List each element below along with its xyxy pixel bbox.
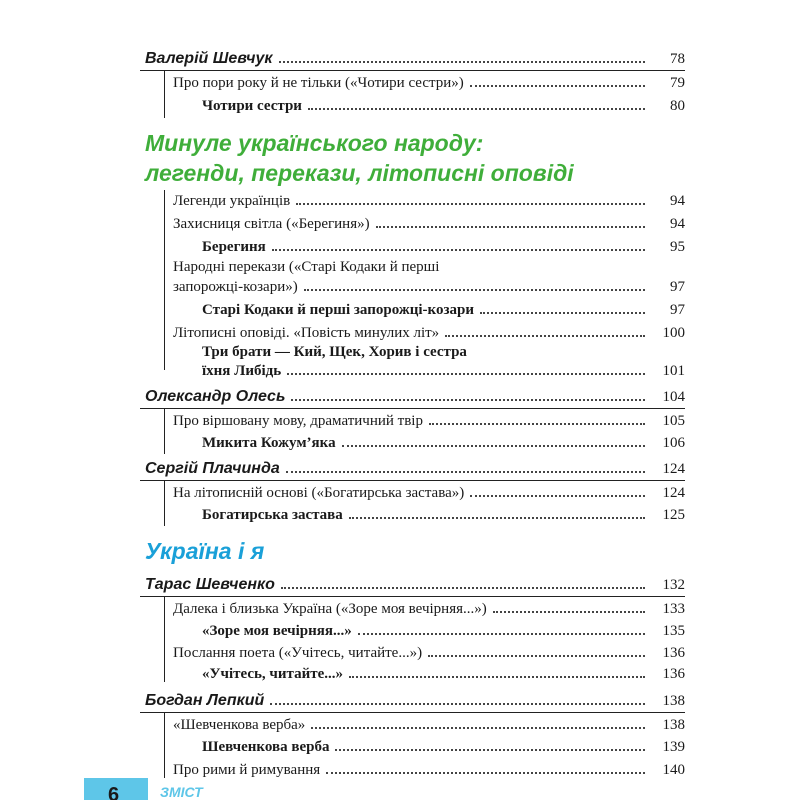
- footer-section-label: ЗМІСТ: [160, 784, 203, 800]
- toc-topic-entry[interactable]: [173, 596, 685, 618]
- work-title: Шевченкова верба: [202, 739, 330, 755]
- toc-topic-entry[interactable]: [173, 188, 685, 210]
- dot-leader: [376, 226, 645, 228]
- page-number: 94: [670, 216, 685, 232]
- topic-title-line: Народні перекази («Старі Кодаки й перші: [173, 259, 440, 275]
- page-number: 104: [662, 389, 685, 405]
- dot-leader: [342, 445, 645, 447]
- page-number: 94: [670, 193, 685, 209]
- toc-topic-entry[interactable]: [173, 712, 685, 734]
- dot-leader: [270, 703, 645, 705]
- author-name: Валерій Шевчук: [145, 50, 273, 67]
- dot-leader: [470, 85, 645, 87]
- topic-title: Про пори року й не тільки («Чотири сестри»): [173, 75, 464, 91]
- page-number: 136: [662, 645, 685, 661]
- toc-author-entry[interactable]: [145, 572, 685, 594]
- toc-work-entry[interactable]: [202, 297, 685, 319]
- dot-leader: [349, 676, 645, 678]
- topic-bracket: [164, 596, 165, 682]
- dot-leader: [304, 289, 645, 291]
- section-title-line: Україна і я: [145, 538, 265, 564]
- toc-work-entry[interactable]: [202, 358, 685, 380]
- topic-title: На літописній основі («Богатирська застава»): [173, 485, 465, 501]
- page-number: 136: [662, 666, 685, 682]
- dot-leader: [326, 772, 645, 774]
- work-title-line: Три брати — Кий, Щек, Хорив і сестра: [202, 344, 467, 360]
- toc-work-entry[interactable]: [202, 661, 685, 683]
- topic-bracket: [164, 408, 165, 454]
- toc-work-entry[interactable]: [202, 430, 685, 452]
- toc-topic-entry[interactable]: [173, 408, 685, 430]
- toc-work-entry[interactable]: [202, 502, 685, 524]
- page-number: 135: [662, 623, 685, 639]
- topic-bracket: [164, 712, 165, 778]
- toc-topic-entry[interactable]: [173, 757, 685, 779]
- toc-work-entry[interactable]: [202, 734, 685, 756]
- dot-leader: [429, 423, 645, 425]
- page-number: 101: [662, 363, 685, 379]
- dot-leader: [349, 517, 645, 519]
- toc-topic-entry[interactable]: [173, 320, 685, 342]
- page-number: 124: [662, 461, 685, 477]
- page-number: 125: [662, 507, 685, 523]
- section-title: [145, 536, 264, 566]
- toc-topic-entry[interactable]: [173, 480, 685, 502]
- dot-leader: [291, 399, 645, 401]
- author-name: Тарас Шевченко: [145, 576, 275, 593]
- page-number: 80: [670, 98, 685, 114]
- work-title: Микита Кожум’яка: [202, 435, 336, 451]
- footer-page-number: 6: [108, 784, 120, 800]
- toc-author-entry[interactable]: [145, 688, 685, 710]
- toc-author-entry[interactable]: [145, 384, 685, 406]
- work-title: Чотири сестри: [202, 98, 302, 114]
- page-number: 105: [662, 413, 685, 429]
- page-number: 138: [662, 717, 685, 733]
- dot-leader: [296, 203, 645, 205]
- author-name: Сергій Плачинда: [145, 460, 280, 477]
- page-number: 124: [662, 485, 685, 501]
- author-name: Богдан Лепкий: [145, 692, 265, 709]
- toc-topic-entry[interactable]: [173, 640, 685, 662]
- page-number: 97: [670, 279, 685, 295]
- toc-topic-entry[interactable]: [173, 274, 685, 296]
- page-number: 106: [662, 435, 685, 451]
- dot-leader: [480, 312, 645, 314]
- work-title: Богатирська застава: [202, 507, 343, 523]
- dot-leader: [279, 61, 646, 63]
- dot-leader: [308, 108, 645, 110]
- dot-leader: [287, 373, 645, 375]
- work-title: їхня Либідь: [202, 363, 282, 379]
- section-title-line: Минуле українського народу:: [145, 130, 484, 156]
- page-number: 95: [670, 239, 685, 255]
- dot-leader: [358, 633, 645, 635]
- topic-title: Далека і близька Україна («Зоре моя вечірняя...»): [173, 601, 487, 617]
- page-number: 132: [662, 577, 685, 593]
- dot-leader: [445, 335, 645, 337]
- topic-title: Про рими й римування: [173, 762, 321, 778]
- dot-leader: [281, 587, 645, 589]
- page-number: 97: [670, 302, 685, 318]
- toc-author-entry[interactable]: [145, 456, 685, 478]
- page-number: 133: [662, 601, 685, 617]
- toc-work-entry[interactable]: [202, 234, 685, 256]
- work-title: Старі Кодаки й перші запорожці-козари: [202, 302, 474, 318]
- topic-title: Про віршовану мову, драматичний твір: [173, 413, 423, 429]
- page-number: 79: [670, 75, 685, 91]
- page-number: 140: [662, 762, 685, 778]
- topic-bracket: [164, 480, 165, 526]
- dot-leader: [428, 655, 645, 657]
- dot-leader: [311, 727, 645, 729]
- work-title: Берегиня: [202, 239, 266, 255]
- topic-title: Літописні оповіді. «Повість минулих літ»: [173, 325, 440, 341]
- dot-leader: [470, 495, 645, 497]
- dot-leader: [286, 471, 645, 473]
- toc-topic-entry[interactable]: [173, 70, 685, 92]
- work-title: «Зоре моя вечірняя...»: [202, 623, 352, 639]
- author-name: Олександр Олесь: [145, 388, 286, 405]
- toc-work-entry[interactable]: [202, 618, 685, 640]
- page-number: 138: [662, 693, 685, 709]
- topic-title: Захисниця світла («Берегиня»): [173, 216, 370, 232]
- dot-leader: [493, 611, 645, 613]
- work-title: «Учітесь, читайте...»: [202, 666, 344, 682]
- toc-author-entry[interactable]: [145, 46, 685, 68]
- page-number: 78: [670, 51, 685, 67]
- dot-leader: [335, 749, 645, 751]
- topic-bracket: [164, 70, 165, 118]
- topic-title: «Шевченкова верба»: [173, 717, 306, 733]
- section-title: [145, 128, 574, 188]
- page-number: 100: [662, 325, 685, 341]
- topic-title: Легенди українців: [173, 193, 291, 209]
- dot-leader: [272, 249, 645, 251]
- page-number: 139: [662, 739, 685, 755]
- topic-bracket: [164, 190, 165, 370]
- topic-title: Послання поета («Учітесь, читайте...»): [173, 645, 423, 661]
- topic-title: запорожці-козари»): [173, 279, 298, 295]
- toc-topic-entry[interactable]: [173, 211, 685, 233]
- toc-work-entry[interactable]: [202, 93, 685, 115]
- section-title-line: легенди, перекази, літописні оповіді: [145, 160, 574, 186]
